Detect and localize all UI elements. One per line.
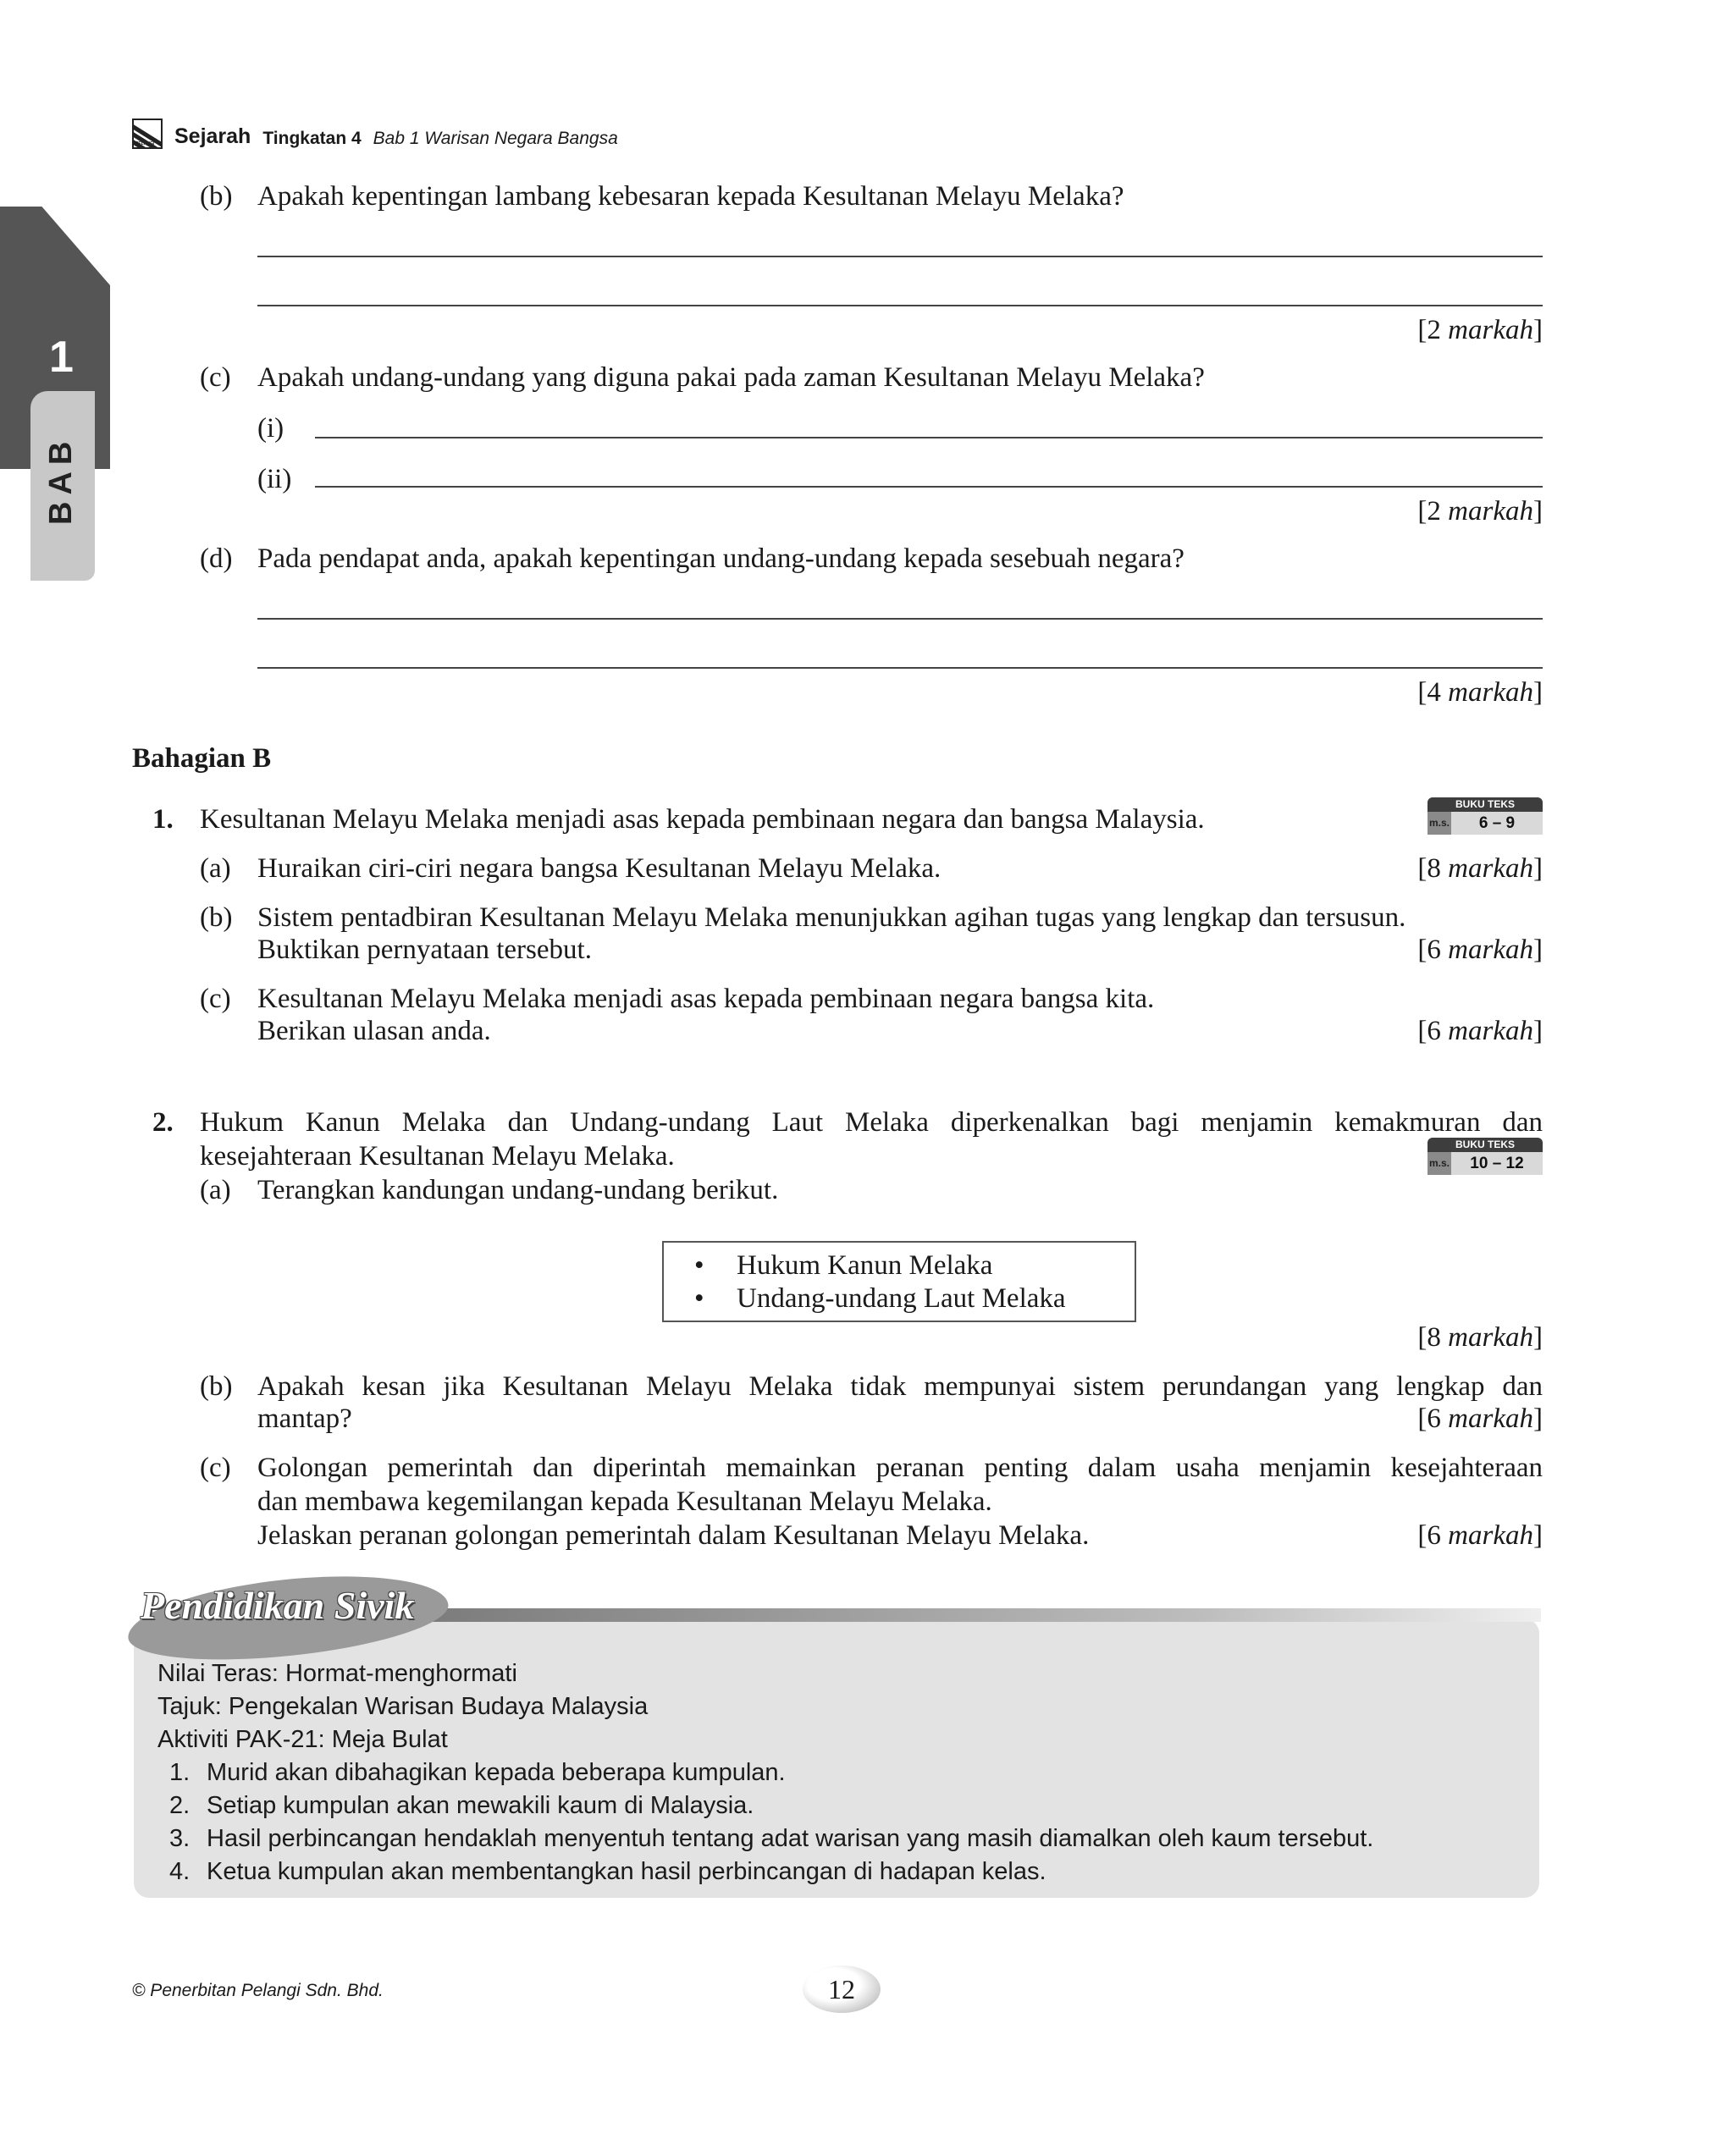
- answer-line[interactable]: [315, 486, 1543, 488]
- marks-label: [6 markah]: [1417, 1016, 1543, 1046]
- badge-ms: m.s.: [1428, 812, 1451, 835]
- question-label: (c): [200, 1453, 231, 1483]
- question-text: Jelaskan peranan golongan pemerintah dalam Kesultanan Melayu Melaka.: [257, 1520, 1090, 1551]
- marks-label: [8 markah]: [1417, 853, 1543, 884]
- marks-label: [6 markah]: [1417, 1403, 1543, 1434]
- marks-label: [4 markah]: [1417, 677, 1543, 708]
- law-list-box: [662, 1241, 1136, 1322]
- question-stem: Hukum Kanun Melaka dan Undang-undang Laut Melaka diperkenalkan bagi menjamin kemakmuran dan: [200, 1107, 1543, 1138]
- question-text: Berikan ulasan anda.: [257, 1016, 491, 1046]
- badge-title: BUKU TEKS: [1428, 1138, 1543, 1152]
- answer-line[interactable]: [257, 618, 1543, 620]
- publisher-logo-icon: [132, 119, 163, 149]
- question-text: Sistem pentadbiran Kesultanan Melayu Melaka menunjukkan agihan tugas yang lengkap dan tersusun.: [257, 902, 1406, 933]
- question-stem: kesejahteraan Kesultanan Melayu Melaka.: [200, 1141, 675, 1172]
- question-text: Golongan pemerintah dan diperintah memainkan peranan penting dalam usaha menjamin kesejahteraan: [257, 1453, 1543, 1483]
- question-text: dan membawa kegemilangan kepada Kesultanan Melayu Melaka.: [257, 1486, 992, 1517]
- question-label: (d): [200, 543, 233, 574]
- badge-page-range: 10 – 12: [1451, 1152, 1543, 1175]
- answer-line[interactable]: [257, 667, 1543, 669]
- civic-header-bar: [406, 1608, 1541, 1622]
- badge-ms: m.s.: [1428, 1152, 1451, 1175]
- question-number: 1.: [152, 804, 174, 835]
- question-text: Apakah undang-undang yang diguna pakai pada zaman Kesultanan Melayu Melaka?: [257, 362, 1205, 393]
- marks-label: [8 markah]: [1417, 1322, 1543, 1353]
- subject-title: Sejarah: [174, 124, 251, 148]
- step-number: 2.: [169, 1792, 191, 1819]
- copyright: © Penerbitan Pelangi Sdn. Bhd.: [132, 1981, 384, 2000]
- step-number: 4.: [169, 1858, 191, 1885]
- step-number: 1.: [169, 1759, 191, 1786]
- step-number: 3.: [169, 1825, 191, 1852]
- question-stem: Kesultanan Melayu Melaka menjadi asas kepada pembinaan negara dan bangsa Malaysia.: [200, 804, 1205, 835]
- chapter-tab-label: BAB: [43, 434, 79, 525]
- question-label: (b): [200, 181, 233, 212]
- textbook-reference-badge: [1428, 797, 1543, 835]
- badge-title: BUKU TEKS: [1428, 797, 1543, 812]
- marks-label: [2 markah]: [1417, 315, 1543, 345]
- question-label: (c): [200, 362, 231, 393]
- question-text: Huraikan ciri-ciri negara bangsa Kesultanan Melayu Melaka.: [257, 853, 942, 884]
- sub-label: (i): [257, 413, 284, 444]
- page-number: 12: [803, 1966, 881, 2013]
- list-item: • Hukum Kanun Melaka: [694, 1249, 1135, 1282]
- step-text: Setiap kumpulan akan mewakili kaum di Malaysia.: [207, 1792, 754, 1819]
- question-label: (b): [200, 902, 233, 933]
- logo-text: PELANGI: [135, 141, 155, 146]
- question-label: (c): [200, 984, 231, 1014]
- question-text: mantap?: [257, 1403, 352, 1434]
- marks-label: [6 markah]: [1417, 1520, 1543, 1551]
- question-text: Apakah kesan jika Kesultanan Melayu Melaka tidak mempunyai sistem perundangan yang lengkap dan: [257, 1371, 1543, 1402]
- marks-label: [6 markah]: [1417, 935, 1543, 965]
- sub-label: (ii): [257, 464, 292, 494]
- question-number: 2.: [152, 1107, 174, 1138]
- answer-line[interactable]: [257, 256, 1543, 257]
- textbook-reference-badge: [1428, 1138, 1543, 1175]
- section-title: Bahagian B: [132, 743, 272, 774]
- question-text: Pada pendapat anda, apakah kepentingan undang-undang kepada sesebuah negara?: [257, 543, 1185, 574]
- question-label: (a): [200, 1175, 231, 1205]
- civic-activity: Aktiviti PAK-21: Meja Bulat: [157, 1726, 448, 1753]
- civic-value: Nilai Teras: Hormat-menghormati: [157, 1660, 517, 1687]
- answer-line[interactable]: [315, 437, 1543, 438]
- step-text: Murid akan dibahagikan kepada beberapa kumpulan.: [207, 1759, 786, 1786]
- step-text: Hasil perbincangan hendaklah menyentuh tentang adat warisan yang masih diamalkan oleh kaum tersebut.: [207, 1825, 1374, 1852]
- question-text: Buktikan pernyataan tersebut.: [257, 935, 592, 965]
- question-label: (b): [200, 1371, 233, 1402]
- chapter-title: Bab 1 Warisan Negara Bangsa: [373, 129, 618, 148]
- step-text: Ketua kumpulan akan membentangkan hasil perbincangan di hadapan kelas.: [207, 1858, 1046, 1885]
- answer-line[interactable]: [257, 305, 1543, 306]
- form-level: Tingkatan 4: [262, 129, 362, 148]
- question-text: Kesultanan Melayu Melaka menjadi asas kepada pembinaan negara bangsa kita.: [257, 984, 1155, 1014]
- question-text: Apakah kepentingan lambang kebesaran kepada Kesultanan Melayu Melaka?: [257, 181, 1124, 212]
- badge-page-range: 6 – 9: [1451, 812, 1543, 835]
- page-header: [132, 108, 618, 149]
- question-label: (a): [200, 853, 231, 884]
- civic-topic: Tajuk: Pengekalan Warisan Budaya Malaysia: [157, 1693, 649, 1720]
- list-item: • Undang-undang Laut Melaka: [694, 1282, 1135, 1315]
- marks-label: [2 markah]: [1417, 496, 1543, 527]
- chapter-tab-number: 1: [49, 333, 74, 382]
- civic-title: Pendidikan Sivik: [141, 1584, 415, 1627]
- question-text: Terangkan kandungan undang-undang berikut.: [257, 1175, 779, 1205]
